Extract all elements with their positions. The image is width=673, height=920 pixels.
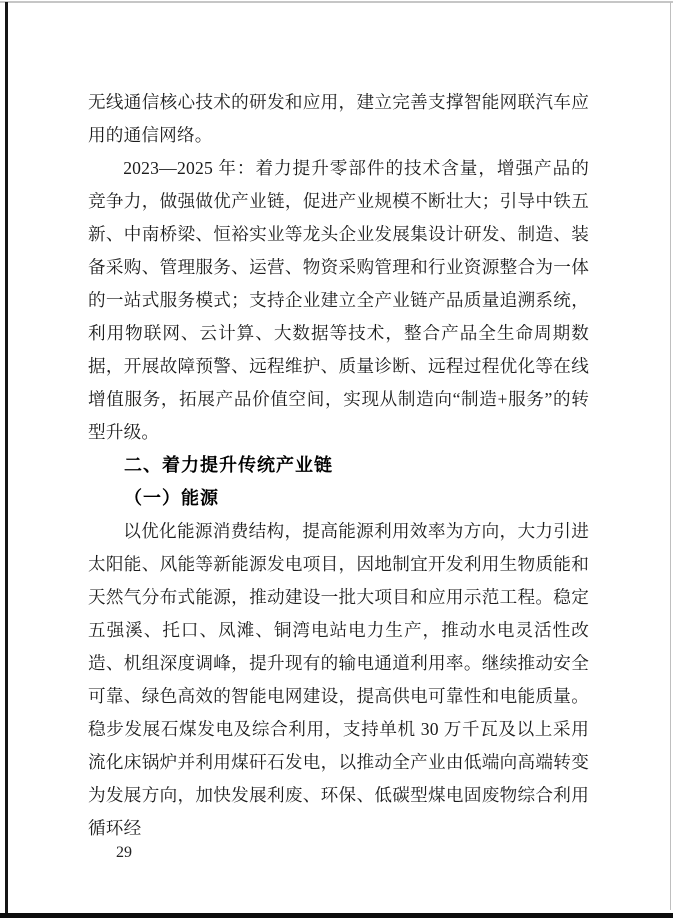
page-edge-top: [0, 1, 673, 3]
page-edge-bottom: [0, 913, 673, 918]
paragraph-2023-2025-plan: 2023—2025 年：着力提升零部件的技术含量，增强产品的竞争力，做强做优产业链，促进产业规模不断壮大；引导中铁五新、中南桥梁、恒裕实业等龙头企业发展集设计研发、制造、装备采购、管理服务、运营、物资采购管理和行业资源整合为一体的一站式服务模式；支持企业建立全产业链产品质量追溯系统，利用物联网、云计算、大数据等技术，整合产品全生命周期数据，开展故障预警、远程维护、质量诊断、远程过程优化等在线增值服务，拓展产品价值空间，实现从制造向“制造+服务”的转型升级。: [88, 158, 589, 442]
subsection-heading-energy: （一）能源: [124, 488, 219, 508]
section-heading-traditional-industry-chain: 二、着力提升传统产业链: [124, 455, 333, 475]
page-number: 29: [116, 844, 132, 861]
paragraph-energy-body: 以优化能源消费结构，提高能源利用效率为方向，大力引进太阳能、风能等新能源发电项目，因地制宜开发利用生物质能和天然气分布式能源，推动建设一批大项目和应用示范工程。稳定五强溪、托口、凤滩、铜湾电站电力生产，推动水电灵活性改造、机组深度调峰，提升现有的输电通道利用率。继续推动安全可靠、绿色高效的智能电网建设，提高供电可靠性和电能质量。稳步发展石煤发电及综合利用，支持单机 30 万千瓦及以上采用流化床锅炉并利用煤矸石发电，以推动全产业由低端向高端转变为发展方向，加快发展利废、环保、低碳型煤电固废物综合利用循环经: [88, 521, 589, 838]
page-body: [88, 86, 589, 845]
page-edge-right: [670, 2, 671, 910]
paragraph-continuation: 无线通信核心技术的研发和应用，建立完善支撑智能网联汽车应用的通信网络。: [88, 92, 589, 145]
page-edge-left: [5, 2, 8, 914]
